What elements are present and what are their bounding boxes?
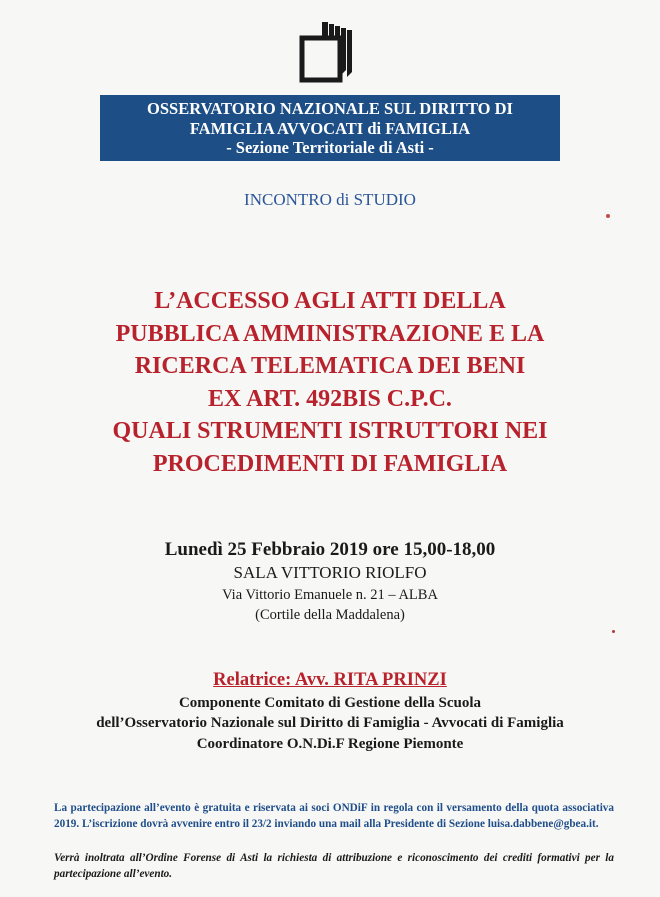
title-line: L’ACCESSO AGLI ATTI DELLA [154, 288, 506, 314]
event-type-subtitle: INCONTRO di STUDIO [244, 190, 416, 209]
banner-line-2: FAMIGLIA AVVOCATI di FAMIGLIA [189, 118, 471, 138]
event-date: Lunedì 25 Febbraio 2019 ore 15,00-18,00 [164, 539, 496, 560]
scan-speck [612, 630, 615, 633]
title-line: QUALI STRUMENTI ISTRUTTORI NEI [112, 418, 548, 445]
speaker-name: Relatrice: Avv. RITA PRINZI [213, 670, 447, 690]
banner-line-3: - Sezione Territoriale di Asti - [226, 138, 434, 157]
title-line: RICERCA TELEMATICA DEI BENI [134, 353, 526, 380]
participation-note: La partecipazione all’evento è gratuita e riservata ai soci ONDiF in regola con il versamento della quota associativa 2019. L’iscrizione dovrà avvenire entro il 23/2 inviando una mail alla Presidente di Sezione luisa.dabbene@gbea.it. [54, 802, 614, 831]
title-line: PROCEDIMENTI DI FAMIGLIA [152, 450, 508, 477]
event-venue: SALA VITTORIO RIOLFO [233, 563, 427, 582]
speaker-role-3: Coordinatore O.N.Di.F Regione Piemonte [196, 736, 464, 752]
event-address-note: (Cortile della Maddalena) [255, 607, 405, 623]
title-line: PUBBLICA AMMINISTRAZIONE E LA [115, 320, 545, 347]
event-title [40, 285, 620, 481]
title-line: EX ART. 492BIS C.P.C. [208, 385, 452, 412]
banner-line-1: OSSERVATORIO NAZIONALE SUL DIRITTO DI [147, 99, 513, 118]
event-address: Via Vittorio Emanuele n. 21 – ALBA [222, 587, 438, 603]
speaker-role-2: dell’Osservatorio Nazionale sul Diritto di Famiglia - Avvocati di Famiglia [96, 715, 564, 731]
stacked-pages-logo-icon [296, 20, 358, 84]
organization-banner [100, 95, 560, 161]
scan-speck [606, 214, 610, 218]
credits-note: Verrà inoltrata all’Ordine Forense di Asti la richiesta di attribuzione e riconoscimento dei crediti formativi per la partecipazione all’evento. [54, 852, 614, 880]
speaker-role-1: Componente Comitato di Gestione della Scuola [178, 695, 482, 711]
